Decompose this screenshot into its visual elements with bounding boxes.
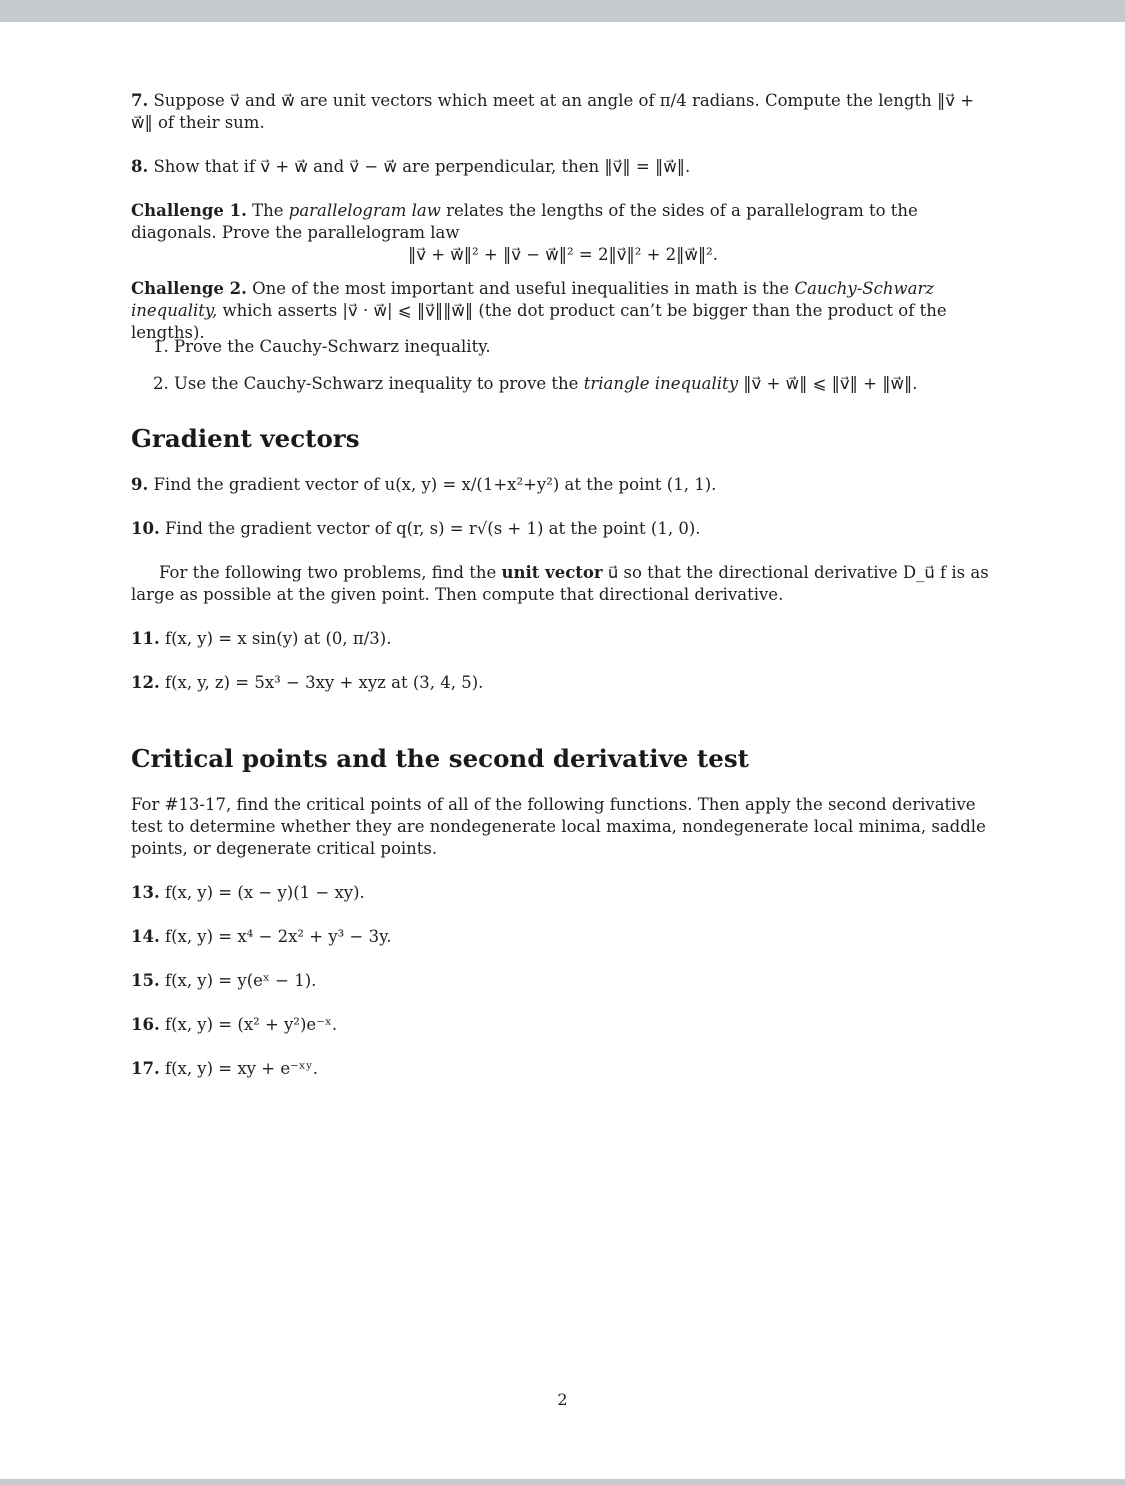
problem-12 [131, 672, 995, 694]
viewer-bottom-band [0, 1479, 1125, 1485]
challenge-2 [131, 278, 995, 344]
problem-11-number: 11. [131, 629, 160, 648]
problem-9 [131, 474, 995, 496]
directional-derivative-intro [131, 562, 995, 606]
challenge-2-term: Cauchy-Schwarz inequality, [131, 279, 935, 320]
problem-13 [131, 882, 995, 904]
intro-post: u⃗ so that the directional derivative D_u⃗ f is as large as possible at the given point. Then compute that directional derivative. [131, 563, 989, 604]
problem-14-text: f(x, y) = x⁴ − 2x² + y³ − 3y. [164, 927, 392, 946]
problem-10 [131, 518, 995, 540]
problem-14 [131, 926, 995, 948]
problem-11 [131, 628, 995, 650]
problem-13-number: 13. [131, 883, 160, 902]
problem-15-text: f(x, y) = y(eˣ − 1). [164, 971, 317, 990]
challenge-2-item-2-post: ‖v⃗ + w⃗‖ ⩽ ‖v⃗‖ + ‖w⃗‖. [743, 374, 918, 393]
problem-13-text: f(x, y) = (x − y)(1 − xy). [164, 883, 365, 902]
problem-8-text: Show that if v⃗ + w⃗ and v⃗ − w⃗ are perpendicular, then ‖v⃗‖ = ‖w⃗‖. [153, 157, 691, 176]
challenge-2-item-2-pre: 2. Use the Cauchy-Schwarz inequality to prove the [153, 374, 579, 393]
section-title-gradient: Gradient vectors [131, 424, 360, 453]
challenge-1-term: parallelogram law [288, 201, 441, 220]
problem-8-number: 8. [131, 157, 149, 176]
parallelogram-law-equation: ‖v⃗ + w⃗‖² + ‖v⃗ − w⃗‖² = 2‖v⃗‖² + 2‖w⃗‖². [407, 245, 719, 264]
problem-7-text: Suppose v⃗ and w⃗ are unit vectors which meet at an angle of π/4 radians. Compute the length ‖v⃗ + w⃗‖ of their sum. [131, 91, 975, 132]
challenge-1-pre: The [252, 201, 284, 220]
intro-bold-unit-vector: unit vector [501, 563, 603, 582]
page-number: 2 [557, 1390, 568, 1409]
problem-11-text: f(x, y) = x sin(y) at (0, π/3). [164, 629, 392, 648]
problem-10-text: Find the gradient vector of q(r, s) = r√(s + 1) at the point (1, 0). [164, 519, 701, 538]
problem-17 [131, 1058, 995, 1080]
problem-7 [131, 90, 995, 134]
challenge-2-post: which asserts |v⃗ · w⃗| ⩽ ‖v⃗‖‖w⃗‖ (the dot product can’t be bigger than the product of the lengths). [131, 301, 947, 342]
problem-9-number: 9. [131, 475, 149, 494]
problem-12-text: f(x, y, z) = 5x³ − 3xy + xyz at (3, 4, 5). [164, 673, 484, 692]
intro-pre: For the following two problems, find the [159, 563, 497, 582]
problem-15-number: 15. [131, 971, 160, 990]
problem-12-number: 12. [131, 673, 160, 692]
problem-15 [131, 970, 995, 992]
challenge-2-item-1: 1. Prove the Cauchy-Schwarz inequality. [153, 337, 491, 356]
challenge-2-item-2-term: triangle inequality [583, 374, 739, 393]
challenge-2-heading: Challenge 2. [131, 279, 247, 298]
problem-16 [131, 1014, 995, 1036]
section-title-critical-points: Critical points and the second derivative test [131, 744, 749, 773]
problem-9-text: Find the gradient vector of u(x, y) = x/(1+x²+y²) at the point (1, 1). [153, 475, 717, 494]
challenge-1 [131, 200, 995, 244]
critical-points-intro: For #13-17, find the critical points of all of the following functions. Then apply the second derivative test to determine whether they are nondegenerate local maxima, nondegenerate local minima, saddle points, or degenerate critical points. [131, 795, 986, 858]
challenge-1-heading: Challenge 1. [131, 201, 247, 220]
challenge-2-pre: One of the most important and useful inequalities in math is the [252, 279, 790, 298]
problem-17-number: 17. [131, 1059, 160, 1078]
problem-7-number: 7. [131, 91, 149, 110]
challenge-1-post: relates the lengths of the sides of a parallelogram to the diagonals. Prove the parallelogram law [131, 201, 918, 242]
problem-16-number: 16. [131, 1015, 160, 1034]
problem-16-text: f(x, y) = (x² + y²)e⁻ˣ. [164, 1015, 338, 1034]
problem-14-number: 14. [131, 927, 160, 946]
viewer-top-band [0, 0, 1125, 22]
problem-8 [131, 156, 995, 178]
challenge-2-item-2 [153, 373, 993, 395]
problem-10-number: 10. [131, 519, 160, 538]
problem-17-text: f(x, y) = xy + e⁻ˣʸ. [164, 1059, 319, 1078]
